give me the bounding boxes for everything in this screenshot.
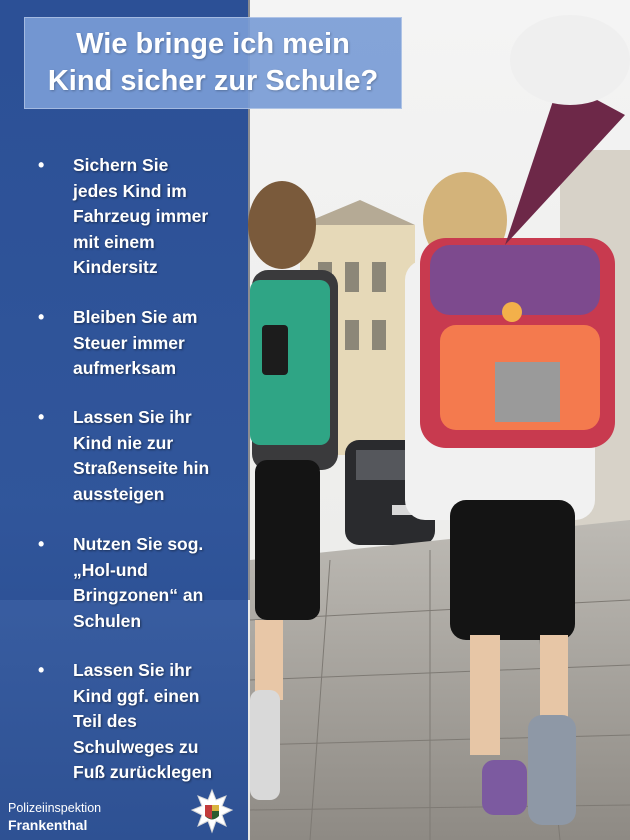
bullet-icon: • <box>38 660 45 680</box>
tip-item <box>0 658 248 786</box>
title-box <box>24 17 402 109</box>
tip-text-line: Kindersitz <box>73 257 158 277</box>
tip-text-line: mit einem <box>73 231 155 252</box>
tip-text-line: Bleiben Sie am <box>73 307 198 327</box>
tip-item <box>0 305 248 382</box>
tip-text-line: Kind nie zur <box>73 432 174 453</box>
bullet-icon: • <box>38 155 45 175</box>
tip-text-line: Fahrzeug immer <box>73 206 209 226</box>
tip-text-line: Teil des <box>73 711 137 731</box>
bullet-icon: • <box>38 407 45 427</box>
tip-item <box>0 405 248 507</box>
tip-text-line: Lassen Sie ihr <box>73 660 192 680</box>
tip-text-line: Kind ggf. einen <box>73 685 200 706</box>
bullet-icon: • <box>38 534 45 554</box>
tip-text-line: aufmerksam <box>73 358 177 378</box>
organization-city: Frankenthal <box>8 817 88 833</box>
tip-item <box>0 153 248 281</box>
tip-text-line: Schulweges zu <box>73 736 199 757</box>
page-title-line-1: Wie bringe ich mein <box>76 28 350 60</box>
tip-text-line: Nutzen Sie sog. <box>73 534 204 554</box>
organization-label <box>8 801 101 834</box>
tip-text-line: Steuer immer <box>73 332 185 353</box>
tip-text-line: jedes Kind im <box>73 180 187 201</box>
tip-text-line: Bringzonen“ an <box>73 585 204 605</box>
page-title-line-2: Kind sicher zur Schule? <box>47 65 379 97</box>
organization-type: Polizeiinspektion <box>8 801 102 815</box>
tip-text-line: aussteigen <box>73 483 165 504</box>
tip-text-line: Sichern Sie <box>73 155 169 175</box>
police-star-icon <box>190 788 234 836</box>
tip-text-line: Schulen <box>73 610 142 631</box>
tip-text-line: Straßenseite hin <box>73 458 210 478</box>
bullet-icon: • <box>38 307 45 327</box>
tip-text-line: „Hol-und <box>73 559 148 580</box>
tip-text-line: Lassen Sie ihr <box>73 407 192 427</box>
tip-item <box>0 532 248 634</box>
tip-text-line: Fuß zurücklegen <box>73 762 213 782</box>
